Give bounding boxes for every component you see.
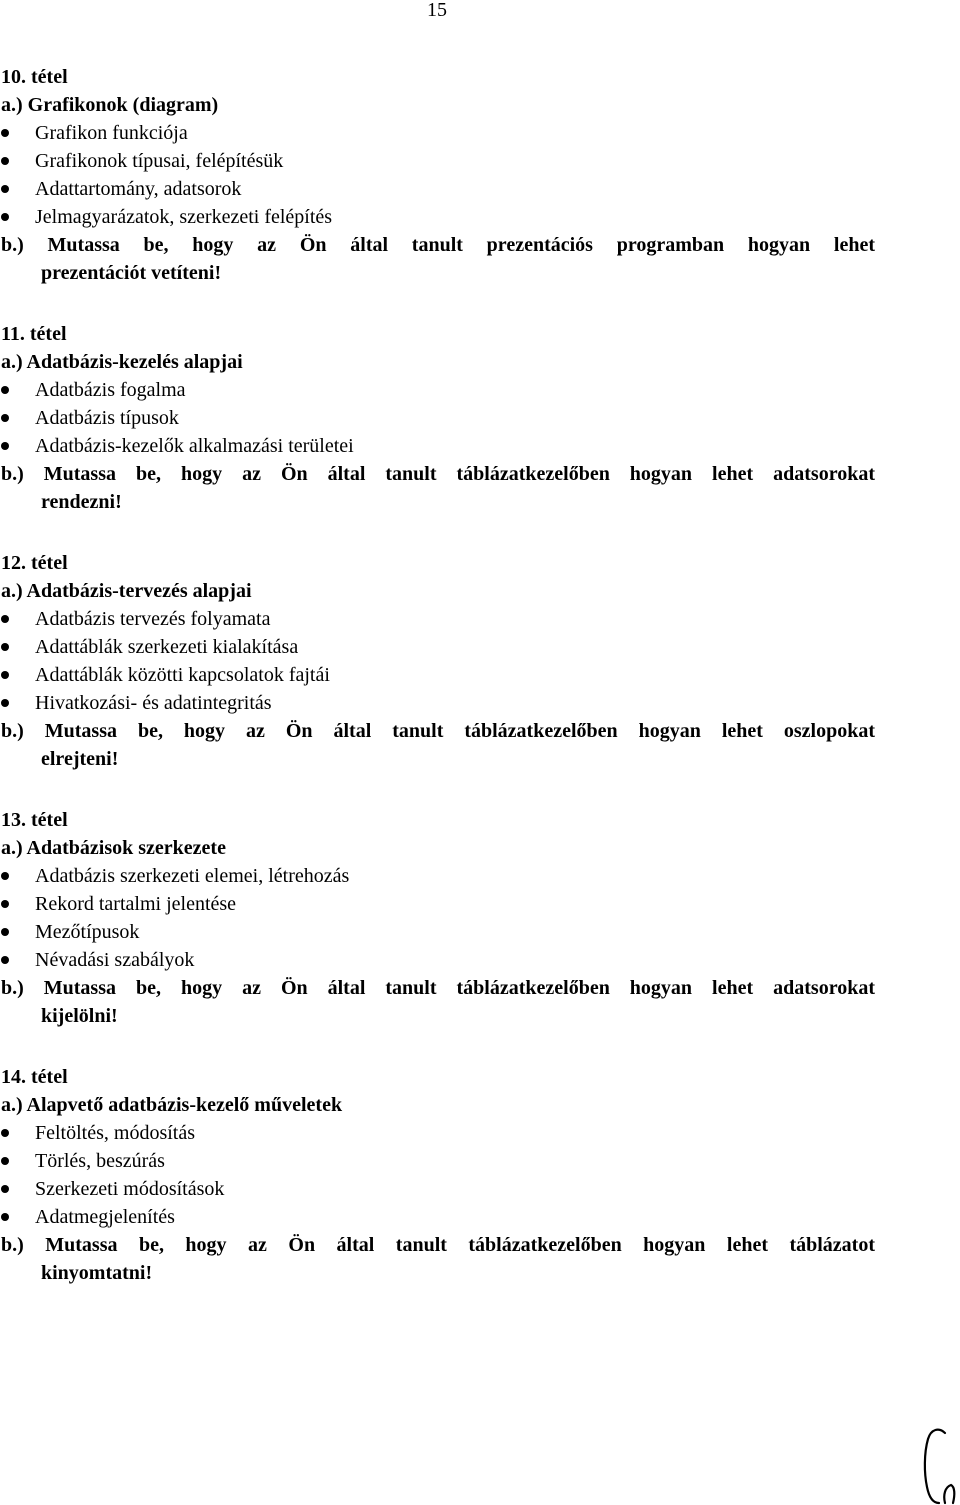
bullet-item bbox=[0, 404, 960, 432]
bullet-text: Grafikonok típusai, felépítésük bbox=[35, 150, 284, 172]
bullet-text: Törlés, beszúrás bbox=[35, 1150, 165, 1172]
bullet-icon bbox=[1, 928, 9, 936]
tetel-title: 10. tétel bbox=[1, 66, 68, 88]
bullet-item bbox=[0, 1147, 960, 1175]
tetel-title: 12. tétel bbox=[1, 552, 68, 574]
task-text-first-line: b.) Mutassa be, hogy az Ön által tanult táblázatkezelőben hogyan lehet táblázatot bbox=[1, 1234, 875, 1256]
bullet-text: Adattáblák szerkezeti kialakítása bbox=[35, 636, 299, 658]
bullet-icon bbox=[1, 956, 9, 964]
task-text-continuation: prezentációt vetíteni! bbox=[41, 262, 222, 284]
bullet-text: Hivatkozási- és adatintegritás bbox=[35, 692, 272, 714]
bullet-item bbox=[0, 890, 960, 918]
topic-a-title: a.) Adatbázis-tervezés alapjai bbox=[1, 580, 252, 602]
bullet-item bbox=[0, 661, 960, 689]
topic-b-task bbox=[0, 974, 875, 1030]
bullet-icon bbox=[1, 643, 9, 651]
bullet-icon bbox=[1, 900, 9, 908]
document-body bbox=[0, 63, 960, 1320]
tetel-section bbox=[0, 1063, 960, 1287]
bullet-item bbox=[0, 376, 960, 404]
bullet-icon bbox=[1, 1129, 9, 1137]
bullet-text: Feltöltés, módosítás bbox=[35, 1122, 195, 1144]
bullet-text: Grafikon funkciója bbox=[35, 122, 188, 144]
bullet-icon bbox=[1, 872, 9, 880]
topic-a-title: a.) Adatbázis-kezelés alapjai bbox=[1, 351, 243, 373]
tetel-section bbox=[0, 63, 960, 287]
bullet-text: Szerkezeti módosítások bbox=[35, 1178, 225, 1200]
bullet-text: Adatmegjelenítés bbox=[35, 1206, 175, 1228]
bullet-icon bbox=[1, 386, 9, 394]
bullet-text: Adattartomány, adatsorok bbox=[35, 178, 242, 200]
task-text-continuation: rendezni! bbox=[41, 491, 122, 513]
bullet-text: Mezőtípusok bbox=[35, 921, 140, 943]
bullet-icon bbox=[1, 615, 9, 623]
bullet-item bbox=[0, 119, 960, 147]
topic-a-title: a.) Grafikonok (diagram) bbox=[1, 94, 219, 116]
bullet-icon bbox=[1, 1157, 9, 1165]
bullet-text: Névadási szabályok bbox=[35, 949, 195, 971]
bullet-text: Adatbázis típusok bbox=[35, 407, 179, 429]
bullet-icon bbox=[1, 442, 9, 450]
handwritten-signature bbox=[915, 1425, 960, 1505]
bullet-icon bbox=[1, 157, 9, 165]
task-text-first-line: b.) Mutassa be, hogy az Ön által tanult táblázatkezelőben hogyan lehet adatsorokat bbox=[1, 463, 875, 485]
task-text-continuation: kijelölni! bbox=[41, 1005, 118, 1027]
task-text-first-line: b.) Mutassa be, hogy az Ön által tanult prezentációs programban hogyan lehet bbox=[1, 234, 875, 256]
tetel-section bbox=[0, 806, 960, 1030]
tetel-title: 13. tétel bbox=[1, 809, 68, 831]
bullet-item bbox=[0, 689, 960, 717]
bullet-text: Adatbázis szerkezeti elemei, létrehozás bbox=[35, 865, 350, 887]
bullet-item bbox=[0, 605, 960, 633]
topic-b-task bbox=[0, 460, 875, 516]
bullet-icon bbox=[1, 185, 9, 193]
bullet-item bbox=[0, 633, 960, 661]
tetel-title: 14. tétel bbox=[1, 1066, 68, 1088]
tetel-title: 11. tétel bbox=[1, 323, 67, 345]
task-text-continuation: kinyomtatni! bbox=[41, 1262, 153, 1284]
bullet-text: Adatbázis tervezés folyamata bbox=[35, 608, 271, 630]
bullet-item bbox=[0, 1119, 960, 1147]
bullet-icon bbox=[1, 1185, 9, 1193]
bullet-icon bbox=[1, 414, 9, 422]
bullet-icon bbox=[1, 671, 9, 679]
bullet-item bbox=[0, 1175, 960, 1203]
bullet-text: Jelmagyarázatok, szerkezeti felépítés bbox=[35, 206, 333, 228]
bullet-item bbox=[0, 175, 960, 203]
bullet-icon bbox=[1, 129, 9, 137]
bullet-icon bbox=[1, 699, 9, 707]
task-text-first-line: b.) Mutassa be, hogy az Ön által tanult táblázatkezelőben hogyan lehet adatsorokat bbox=[1, 977, 875, 999]
topic-a-title: a.) Alapvető adatbázis-kezelő műveletek bbox=[1, 1094, 343, 1116]
topic-b-task bbox=[0, 1231, 875, 1287]
bullet-icon bbox=[1, 1213, 9, 1221]
bullet-text: Rekord tartalmi jelentése bbox=[35, 893, 237, 915]
bullet-item bbox=[0, 946, 960, 974]
tetel-section bbox=[0, 320, 960, 516]
topic-b-task bbox=[0, 717, 875, 773]
bullet-item bbox=[0, 147, 960, 175]
bullet-icon bbox=[1, 213, 9, 221]
topic-b-task bbox=[0, 231, 875, 287]
tetel-section bbox=[0, 549, 960, 773]
page-number: 15 bbox=[427, 0, 447, 21]
bullet-text: Adatbázis fogalma bbox=[35, 379, 186, 401]
bullet-item bbox=[0, 918, 960, 946]
task-text-continuation: elrejteni! bbox=[41, 748, 119, 770]
task-text-first-line: b.) Mutassa be, hogy az Ön által tanult táblázatkezelőben hogyan lehet oszlopokat bbox=[1, 720, 875, 742]
bullet-item bbox=[0, 1203, 960, 1231]
bullet-item bbox=[0, 432, 960, 460]
topic-a-title: a.) Adatbázisok szerkezete bbox=[1, 837, 226, 859]
bullet-item bbox=[0, 862, 960, 890]
bullet-text: Adatbázis-kezelők alkalmazási területei bbox=[35, 435, 354, 457]
bullet-item bbox=[0, 203, 960, 231]
bullet-text: Adattáblák közötti kapcsolatok fajtái bbox=[35, 664, 330, 686]
